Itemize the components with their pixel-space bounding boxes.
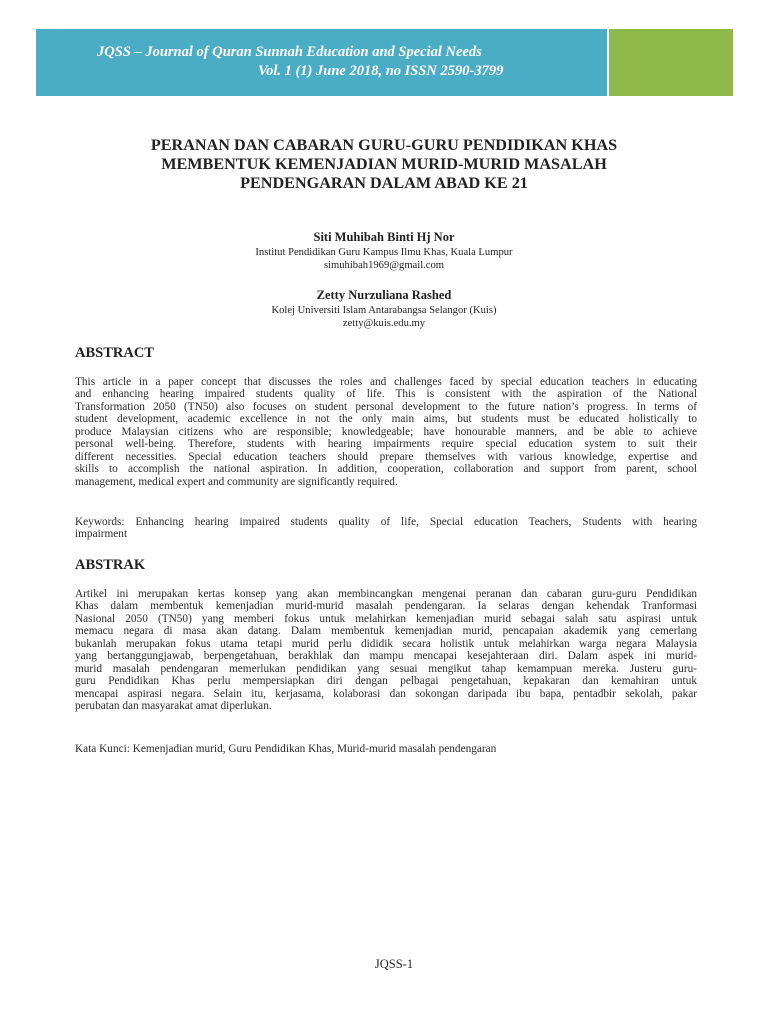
author-affiliation: Institut Pendidikan Guru Kampus Ilmu Khas, Kuala Lumpur: [255, 247, 513, 258]
abstract-line: This article in a paper concept that discusses the roles and challenges faced by special education teachers in educating: [75, 376, 697, 388]
abstrak-keywords: [75, 743, 697, 755]
author-name: Zetty Nurzuliana Rashed: [316, 288, 452, 302]
abstrak-line: mencapai aspirasi negara. Selain itu, kerjasama, kolaborasi dan sokongan daripada ibu bapa, pentadbir sekolah, pakar: [75, 687, 697, 700]
abstract-keywords: [75, 516, 697, 541]
author-block-1: [80, 229, 688, 272]
keywords-line: impairment: [75, 528, 128, 541]
title-line: PERANAN DAN CABARAN GURU-GURU PENDIDIKAN KHAS: [150, 136, 618, 154]
abstract-line: Transformation 2050 (TN50) also focuses on student personal development to the future nation’s progress. In terms of: [75, 400, 697, 413]
journal-header-accent: [609, 29, 733, 96]
journal-volume: Vol. 1 (1) June 2018, no ISSN 2590-3799: [258, 63, 504, 79]
author-affiliation: Kolej Universiti Islam Antarabangsa Selangor (Kuis): [271, 305, 497, 316]
author-block-2: [80, 287, 688, 330]
abstract-line: and enhancing hearing impaired students quality of life. This is consistent with the aspiration of the National: [75, 388, 697, 401]
abstract-line: management, medical expert and community are significantly required.: [75, 475, 398, 488]
abstrak-line: memacu negara di masa akan datang. Dalam membentuk kemenjadian murid, pencapaian akademik yang cemerlang: [75, 625, 697, 638]
abstrak-line: guru Pendidikan Khas perlu mempersiapkan diri dengan pelbagai pengetahuan, kepakaran dan kemahiran untuk: [75, 675, 697, 688]
abstract-body: [75, 376, 697, 488]
journal-name: JQSS – Journal of Quran Sunnah Education and Special Needs: [97, 44, 482, 60]
abstrak-line: yang bertanggungjawab, berpengetahuan, berakhlak dan mampu mencapai kesejahteraan diri. Dalam aspek ini murid-: [75, 650, 697, 663]
keywords-line: Keywords: Enhancing hearing impaired students quality of life, Special education Teachers, Students with hearing: [75, 516, 697, 528]
author-email: zetty@kuis.edu.my: [342, 318, 426, 329]
abstrak-heading: ABSTRAK: [75, 557, 146, 573]
abstract-line: student development, academic excellence in not the only main aims, but students must be educated holistically to: [75, 413, 697, 426]
author-email: simuhibah1969@gmail.com: [323, 260, 445, 271]
abstrak-line: perubatan dan masyarakat amat diperlukan.: [75, 700, 272, 713]
abstract-line: different necessities. Special education teachers should prepare themselves with various knowledge, expertise and: [75, 450, 697, 463]
abstract-line: produce Malaysian citizens who are responsible; knowledgeable; have honourable manners, and be able to achieve: [75, 425, 697, 438]
abstrak-body: [75, 588, 697, 713]
title-line: PENDENGARAN DALAM ABAD KE 21: [240, 174, 528, 192]
page-number: JQSS-1: [374, 957, 414, 971]
abstrak-line: Nasional 2050 (TN50) yang memberi fokus untuk melahirkan kemenjadian murid sebagai salah satu aspirasi untuk: [75, 612, 697, 625]
abstract-line: personal well-being. Therefore, students with hearing impairments require special education system to suit their: [75, 438, 697, 451]
abstract-line: skills to accomplish the national aspiration. In addition, cooperation, collaboration and support from parent, school: [75, 463, 697, 476]
author-name: Siti Muhibah Binti Hj Nor: [313, 230, 455, 244]
abstrak-line: murid masalah pendengaran memerlukan pendidikan yang sesuai mengikut tahap kemampuan mereka. Justeru guru-: [75, 662, 697, 675]
abstrak-line: bukanlah merupakan fokus utama tetapi murid perlu dididik secara holistik untuk melahirkan warga negara Malaysia: [75, 637, 697, 650]
abstract-heading: ABSTRACT: [75, 345, 154, 361]
abstrak-line: Artikel ini merupakan kertas konsep yang akan membincangkan mengenai peranan dan cabaran guru-guru Pendidikan: [75, 588, 697, 600]
kata-kunci-line: Kata Kunci: Kemenjadian murid, Guru Pendidikan Khas, Murid-murid masalah pendengaran: [75, 743, 497, 755]
abstrak-line: Khas dalam membentuk kemenjadian murid-murid masalah pendengaran. Ia selaras dengan kehendak Tranformasi: [75, 600, 697, 613]
title-line: MEMBENTUK KEMENJADIAN MURID-MURID MASALAH: [161, 155, 607, 173]
paper-title: [80, 136, 688, 193]
